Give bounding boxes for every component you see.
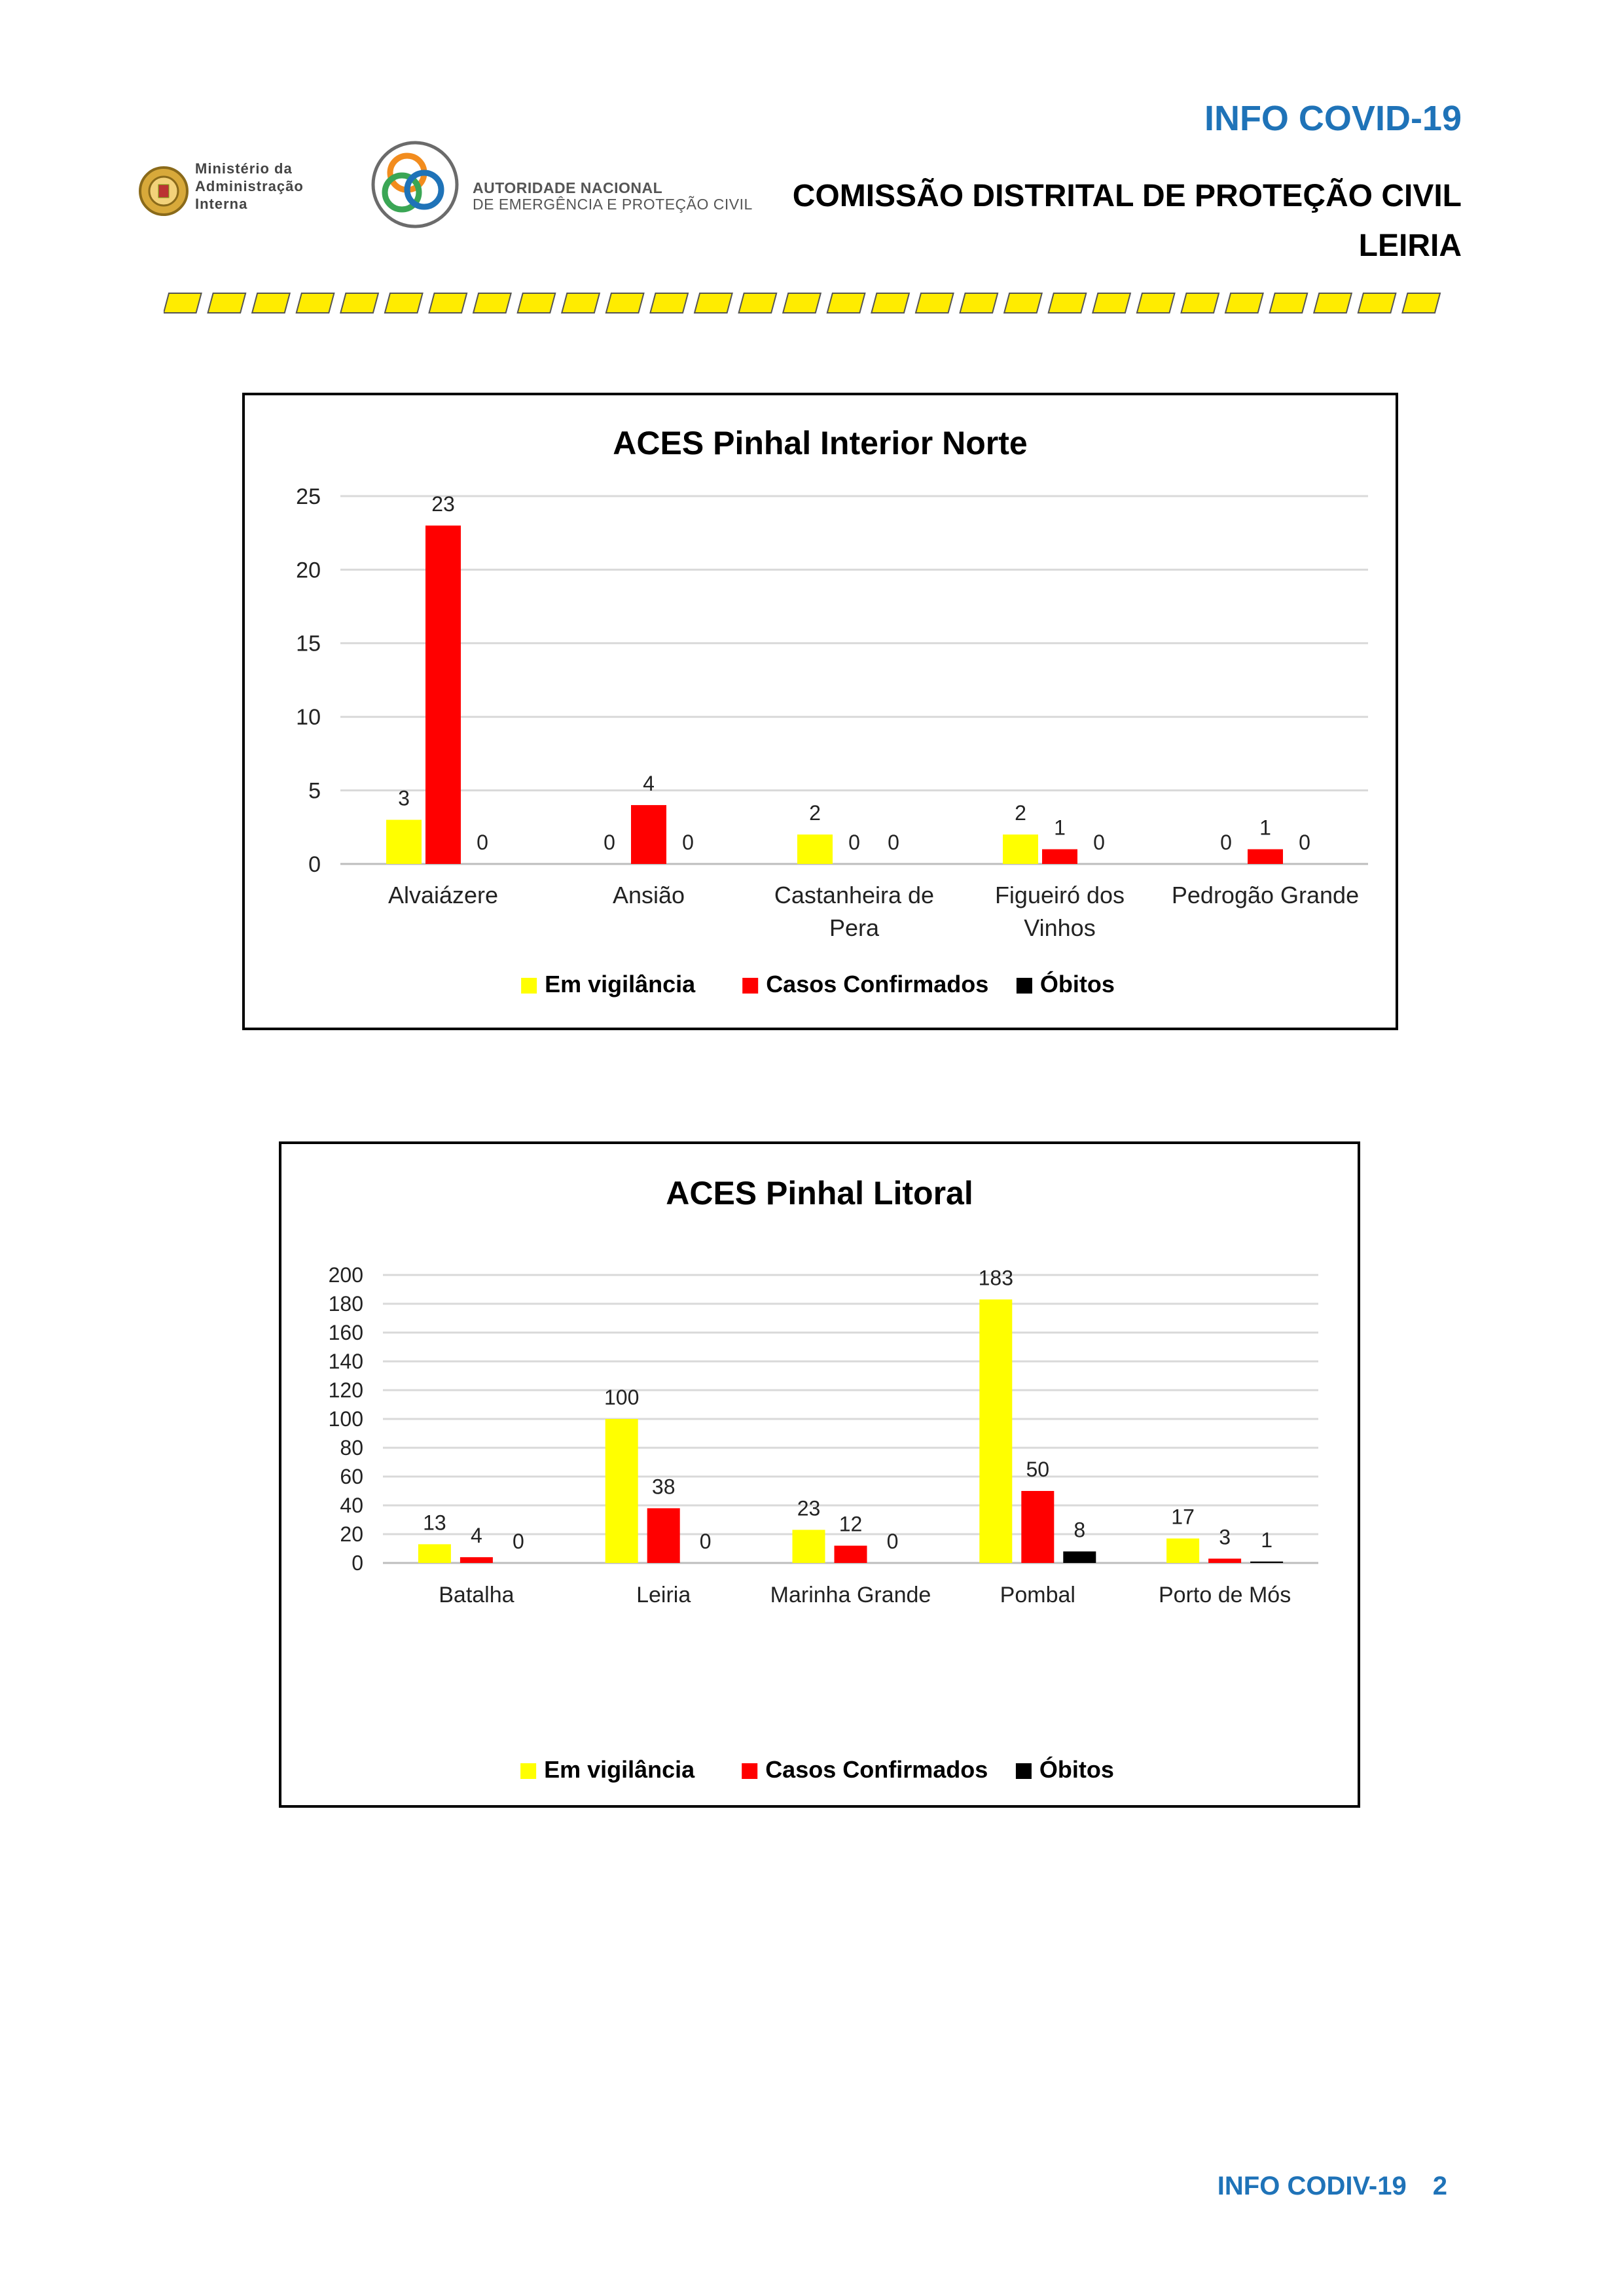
legend-label-obitos: Óbitos <box>1039 1756 1114 1783</box>
chart-pinhal-interior-norte-svg <box>245 395 1396 1028</box>
bar-em-vigilancia <box>793 1530 825 1563</box>
data-label-em-vigilancia: 183 <box>978 1266 1013 1290</box>
data-label-em-vigilancia: 0 <box>1220 831 1232 854</box>
stripe-segment <box>473 293 511 313</box>
stripe-segment <box>783 293 821 313</box>
data-label-obitos: 0 <box>477 831 488 854</box>
legend-label-em-vigilancia: Em vigilância <box>545 971 696 997</box>
legend-swatch-casos-confirmados <box>742 978 758 994</box>
chart-pinhal-interior-norte <box>242 393 1398 1030</box>
y-tick-label: 0 <box>352 1551 363 1575</box>
bar-em-vigilancia <box>1003 834 1038 864</box>
data-label-casos-confirmados: 1 <box>1259 816 1271 840</box>
stripe-segment <box>385 293 423 313</box>
data-label-casos-confirmados: 3 <box>1219 1525 1231 1549</box>
legend-label-obitos: Óbitos <box>1039 971 1115 997</box>
doc-title: INFO COVID-19 <box>1204 99 1462 138</box>
stripe-segment <box>1004 293 1042 313</box>
data-label-obitos: 0 <box>888 831 899 854</box>
bar-em-vigilancia <box>1166 1539 1199 1563</box>
stripe-segment <box>297 293 334 313</box>
stripe-segment <box>1358 293 1396 313</box>
data-label-obitos: 0 <box>699 1530 712 1553</box>
anepc-logo-text2: DE EMERGÊNCIA E PROTEÇÃO CIVIL <box>473 196 753 213</box>
data-label-casos-confirmados: 50 <box>1026 1458 1050 1481</box>
data-label-em-vigilancia: 13 <box>423 1511 446 1535</box>
y-tick-label: 15 <box>296 631 321 656</box>
doc-subtitle <box>793 171 1462 271</box>
x-tick-label: Porto de Mós <box>1158 1583 1291 1607</box>
stripe-segment <box>208 293 246 313</box>
bar-casos-confirmados <box>1208 1558 1241 1563</box>
anepc-logo-text1: AUTORIDADE NACIONAL <box>473 179 663 196</box>
data-label-em-vigilancia: 2 <box>1015 801 1026 825</box>
chart-title: ACES Pinhal Interior Norte <box>613 425 1028 461</box>
stripe-segment <box>1092 293 1130 313</box>
data-label-obitos: 0 <box>1299 831 1310 854</box>
footer-label: INFO CODIV-19 <box>1217 2172 1407 2200</box>
mai-logo-text <box>195 160 304 213</box>
stripe-segment <box>518 293 556 313</box>
stripe-segment <box>606 293 644 313</box>
data-label-casos-confirmados: 1 <box>1054 816 1066 840</box>
chart-title: ACES Pinhal Litoral <box>666 1175 973 1211</box>
stripe-segment <box>1225 293 1263 313</box>
data-label-obitos: 0 <box>1093 831 1105 854</box>
x-tick-label: Pedrogão Grande <box>1171 882 1360 908</box>
legend-swatch-em-vigilancia <box>521 978 537 994</box>
x-tick-label: Leiria <box>636 1583 691 1607</box>
y-tick-label: 0 <box>308 852 321 877</box>
y-tick-label: 10 <box>296 705 321 730</box>
stripe-segment <box>1402 293 1440 313</box>
stripe-segment <box>340 293 378 313</box>
mai-logo-line2: Administração <box>195 178 304 194</box>
bar-em-vigilancia <box>797 834 833 864</box>
bar-casos-confirmados <box>1042 850 1077 864</box>
y-tick-label: 20 <box>340 1522 363 1547</box>
x-tick-label: Alvaiázere <box>388 882 499 908</box>
x-tick-label: Pombal <box>1000 1583 1075 1607</box>
x-tick-label: Vinhos <box>1024 914 1096 941</box>
y-tick-label: 140 <box>328 1350 363 1374</box>
stripe-segment <box>429 293 467 313</box>
x-tick-label: Ansião <box>612 882 685 908</box>
data-label-obitos: 0 <box>682 831 694 854</box>
x-tick-label: Marinha Grande <box>770 1583 931 1607</box>
y-tick-label: 20 <box>296 558 321 583</box>
bar-em-vigilancia <box>605 1419 638 1563</box>
y-tick-label: 100 <box>328 1407 363 1431</box>
anepc-logo-icon <box>369 139 461 230</box>
stripe-segment <box>562 293 600 313</box>
decorative-stripe-divider <box>164 292 1447 314</box>
bar-casos-confirmados <box>460 1557 493 1563</box>
data-label-obitos: 0 <box>886 1530 899 1553</box>
bar-obitos <box>1063 1551 1096 1563</box>
data-label-em-vigilancia: 17 <box>1171 1505 1195 1529</box>
stripe-segment <box>164 293 202 313</box>
data-label-casos-confirmados: 12 <box>839 1512 863 1536</box>
y-tick-label: 80 <box>340 1436 363 1460</box>
stripe-segment <box>739 293 777 313</box>
stripe-segment <box>695 293 732 313</box>
mai-logo-line1: Ministério da <box>195 160 293 177</box>
stripe-segment <box>1049 293 1087 313</box>
stripe-segment <box>252 293 290 313</box>
data-label-em-vigilancia: 100 <box>604 1386 640 1409</box>
bar-em-vigilancia <box>386 820 422 864</box>
x-tick-label: Pera <box>829 914 880 941</box>
legend-swatch-obitos <box>1016 1763 1032 1779</box>
data-label-casos-confirmados: 23 <box>431 492 455 516</box>
data-label-em-vigilancia: 3 <box>398 786 410 810</box>
chart-pinhal-litoral-svg <box>281 1144 1358 1805</box>
x-tick-label: Batalha <box>439 1583 514 1607</box>
y-tick-label: 120 <box>328 1378 363 1403</box>
legend-label-em-vigilancia: Em vigilância <box>544 1756 695 1783</box>
doc-subtitle-line1: COMISSÃO DISTRITAL DE PROTEÇÃO CIVIL <box>792 179 1462 213</box>
y-tick-label: 180 <box>328 1292 363 1316</box>
stripe-segment <box>871 293 909 313</box>
bar-casos-confirmados <box>835 1546 867 1563</box>
y-tick-label: 160 <box>328 1321 363 1345</box>
data-label-em-vigilancia: 0 <box>604 831 615 854</box>
data-label-obitos: 8 <box>1074 1518 1086 1542</box>
bar-em-vigilancia <box>979 1299 1012 1563</box>
data-label-casos-confirmados: 0 <box>848 831 860 854</box>
x-tick-label: Castanheira de <box>774 882 935 908</box>
mai-logo-line3: Interna <box>195 196 248 212</box>
bar-casos-confirmados <box>1021 1491 1054 1563</box>
bar-casos-confirmados <box>425 526 461 864</box>
y-tick-label: 5 <box>308 778 321 804</box>
page-number: 2 <box>1432 2172 1447 2200</box>
y-tick-label: 60 <box>340 1465 363 1489</box>
bar-casos-confirmados <box>631 805 666 864</box>
bar-casos-confirmados <box>1248 850 1283 864</box>
y-tick-label: 25 <box>296 484 321 509</box>
stripe-segment <box>650 293 688 313</box>
data-label-casos-confirmados: 4 <box>643 772 655 796</box>
data-label-obitos: 0 <box>513 1530 524 1553</box>
stripe-segment <box>1181 293 1219 313</box>
stripe-segment <box>827 293 865 313</box>
stripe-segment <box>1137 293 1175 313</box>
x-tick-label: Figueiró dos <box>994 882 1125 908</box>
data-label-casos-confirmados: 38 <box>651 1475 676 1499</box>
y-tick-label: 200 <box>328 1263 363 1287</box>
legend-swatch-em-vigilancia <box>520 1763 536 1779</box>
legend-swatch-casos-confirmados <box>742 1763 757 1779</box>
doc-subtitle-line2: LEIRIA <box>1358 228 1462 263</box>
data-label-em-vigilancia: 2 <box>809 801 821 825</box>
bar-em-vigilancia <box>418 1544 451 1563</box>
page-footer <box>1218 2172 1447 2201</box>
data-label-obitos: 1 <box>1261 1528 1272 1552</box>
bar-casos-confirmados <box>647 1508 680 1563</box>
bar-obitos <box>1250 1562 1283 1563</box>
legend-label-casos-confirmados: Casos Confirmados <box>766 971 989 997</box>
legend-swatch-obitos <box>1017 978 1032 994</box>
mai-crest-icon <box>137 165 190 217</box>
data-label-casos-confirmados: 4 <box>471 1524 482 1548</box>
stripe-segment <box>960 293 998 313</box>
legend-label-casos-confirmados: Casos Confirmados <box>765 1756 988 1783</box>
stripe-segment <box>1270 293 1308 313</box>
chart-pinhal-litoral <box>279 1141 1360 1808</box>
stripe-segment <box>1314 293 1352 313</box>
stripe-segment <box>916 293 954 313</box>
data-label-em-vigilancia: 23 <box>797 1496 821 1520</box>
y-tick-label: 40 <box>340 1494 363 1518</box>
